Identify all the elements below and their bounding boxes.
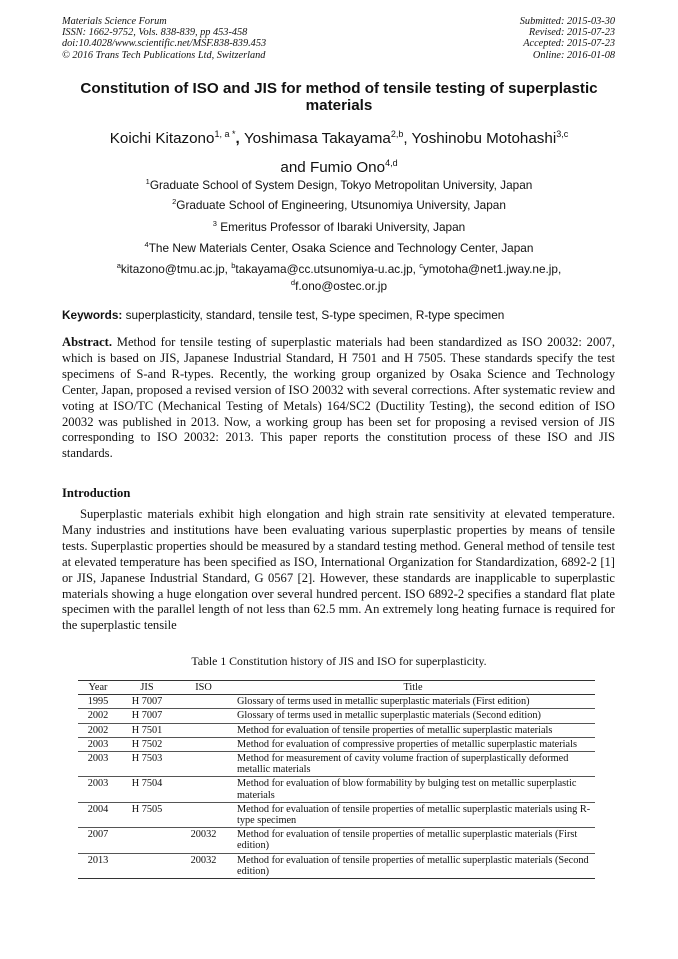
journal-doi: doi:10.4028/www.scientific.net/MSF.838-839.453 bbox=[62, 38, 267, 50]
date-revised: Revised: 2015-07-23 bbox=[528, 27, 615, 39]
table-row bbox=[78, 723, 595, 737]
cell-iso bbox=[176, 723, 231, 737]
cell-iso: 20032 bbox=[176, 828, 231, 853]
author-affiliation-mark: 1, a * bbox=[214, 129, 236, 139]
cell-year: 2013 bbox=[78, 853, 118, 878]
author-affiliation-mark: 4,d bbox=[385, 158, 398, 169]
cell-jis: H 7502 bbox=[118, 737, 176, 751]
cell-year: 2002 bbox=[78, 709, 118, 723]
affiliation-text: Graduate School of Engineering, Utsunomiya University, Japan bbox=[176, 197, 506, 212]
email-address[interactable]: kitazono@tmu.ac.jp, bbox=[120, 261, 232, 276]
date-online: Online: 2016-01-08 bbox=[532, 49, 615, 61]
keywords-label: Keywords: bbox=[62, 308, 123, 322]
affiliation-1 bbox=[60, 175, 618, 192]
cell-year: 1995 bbox=[78, 695, 118, 709]
author-affiliation-mark: 3,c bbox=[556, 129, 569, 139]
section-heading-introduction: Introduction bbox=[62, 486, 131, 500]
author-list bbox=[60, 122, 618, 180]
journal-header bbox=[62, 16, 266, 61]
affiliation-2 bbox=[60, 195, 618, 212]
table-row bbox=[78, 695, 595, 709]
cell-jis: H 7501 bbox=[118, 723, 176, 737]
column-header-jis: JIS bbox=[118, 681, 176, 695]
abstract-label: Abstract. bbox=[62, 335, 113, 349]
keywords bbox=[62, 308, 622, 322]
affiliation-text: Emeritus Professor of Ibaraki University, Japan bbox=[216, 219, 466, 234]
author-conjunction: and bbox=[280, 159, 310, 177]
author-affiliation-mark: 2,b bbox=[390, 129, 404, 139]
affiliation-mark: 2 bbox=[172, 197, 177, 206]
affiliation-mark: 1 bbox=[145, 177, 150, 186]
table-row bbox=[78, 709, 595, 723]
cell-iso: 20032 bbox=[176, 853, 231, 878]
email-address[interactable]: f.ono@ostec.or.jp bbox=[295, 278, 388, 293]
cell-title: Method for evaluation of blow formability by bulging test on metallic superplastic materials bbox=[231, 777, 595, 802]
cell-jis bbox=[118, 853, 176, 878]
cell-title: Method for evaluation of tensile properties of metallic superplastic materials (Second edition) bbox=[231, 853, 595, 878]
cell-year: 2007 bbox=[78, 828, 118, 853]
author-name: Yoshinobu Motohashi bbox=[411, 130, 557, 148]
cell-iso bbox=[176, 752, 231, 777]
table-row bbox=[78, 828, 595, 853]
cell-jis: H 7007 bbox=[118, 709, 176, 723]
affiliation-4 bbox=[60, 238, 618, 255]
constitution-history-table bbox=[78, 680, 595, 879]
table-row bbox=[78, 853, 595, 878]
table-caption: Table 1 Constitution history of JIS and ISO for superplasticity. bbox=[191, 654, 487, 668]
column-header-iso: ISO bbox=[176, 681, 231, 695]
affiliation-mark: 3 bbox=[212, 219, 217, 228]
cell-jis bbox=[118, 828, 176, 853]
email-list bbox=[60, 259, 618, 293]
dates-header bbox=[520, 16, 615, 61]
author-name: Yoshimasa Takayama bbox=[243, 130, 391, 148]
cell-title: Method for evaluation of compressive properties of metallic superplastic materials bbox=[231, 737, 595, 751]
email-mark: a bbox=[116, 261, 121, 270]
table-header-row bbox=[78, 681, 595, 695]
cell-year: 2003 bbox=[78, 752, 118, 777]
affiliation-text: Graduate School of System Design, Tokyo Metropolitan University, Japan bbox=[149, 177, 533, 192]
cell-title: Method for evaluation of tensile properties of metallic superplastic materials using R-type specimen bbox=[231, 802, 595, 827]
cell-title: Glossary of terms used in metallic superplastic materials (Second edition) bbox=[231, 709, 595, 723]
date-submitted: Submitted: 2015-03-30 bbox=[519, 16, 615, 27]
author-separator: , bbox=[235, 130, 244, 148]
cell-year: 2003 bbox=[78, 777, 118, 802]
journal-issn: ISSN: 1662-9752, Vols. 838-839, pp 453-458 bbox=[62, 27, 248, 39]
table-row bbox=[78, 737, 595, 751]
keywords-text: superplasticity, standard, tensile test, S-type specimen, R-type specimen bbox=[122, 308, 505, 322]
journal-name: Materials Science Forum bbox=[62, 16, 167, 27]
cell-year: 2003 bbox=[78, 737, 118, 751]
table-row bbox=[78, 802, 595, 827]
cell-title: Method for measurement of cavity volume fraction of superplastically deformed metallic materials bbox=[231, 752, 595, 777]
date-accepted: Accepted: 2015-07-23 bbox=[523, 38, 615, 50]
cell-jis: H 7503 bbox=[118, 752, 176, 777]
paper-title: Constitution of ISO and JIS for method of tensile testing of superplastic materials bbox=[80, 80, 598, 114]
cell-title: Method for evaluation of tensile properties of metallic superplastic materials bbox=[231, 723, 595, 737]
email-address[interactable]: ymotoha@net1.jway.ne.jp, bbox=[422, 261, 562, 276]
cell-iso bbox=[176, 802, 231, 827]
cell-iso bbox=[176, 709, 231, 723]
email-mark: b bbox=[231, 261, 236, 270]
affiliation-3 bbox=[60, 217, 618, 234]
journal-copyright: © 2016 Trans Tech Publications Ltd, Switzerland bbox=[62, 49, 266, 61]
cell-title: Glossary of terms used in metallic superplastic materials (First edition) bbox=[231, 695, 595, 709]
cell-iso bbox=[176, 737, 231, 751]
cell-jis: H 7504 bbox=[118, 777, 176, 802]
abstract-text: Method for tensile testing of superplastic materials had been standardized as ISO 20032: 2007, which is based on JIS, Japanese Industrial Standard, H 7501 and H 7505. These standards specify the test specimens of S-and R-types. Recently, the working group organized by Osaka Science and Technology Center, Japan, proposed a revised version of ISO 20032 with several corrections. After systematic review and voting at ISO/TC (Mechanical Testing of Metals) 164/SC2 (Ductility Testing), the second edition of ISO 20032 was published in 2013. Now, a working group has been set for proposing a revised version of JIS corresponding to ISO 20032: 2013. This paper reports the constitution process of these ISO and JIS standards. bbox=[62, 335, 615, 461]
affiliation-mark: 4 bbox=[144, 240, 149, 249]
email-mark: d bbox=[290, 277, 296, 287]
abstract bbox=[62, 335, 615, 462]
column-header-year: Year bbox=[78, 681, 118, 695]
cell-year: 2002 bbox=[78, 723, 118, 737]
table-row bbox=[78, 777, 595, 802]
cell-year: 2004 bbox=[78, 802, 118, 827]
cell-iso bbox=[176, 695, 231, 709]
email-address[interactable]: takayama@cc.utsunomiya-u.ac.jp, bbox=[235, 261, 420, 276]
author-separator: , bbox=[403, 130, 412, 148]
author-name: Fumio Ono bbox=[309, 159, 386, 177]
introduction-paragraph: Superplastic materials exhibit high elongation and high strain rate sensitivity at elevated temperature. Many industries and institutions have been evaluating various superplastic properties by means of tensile tests. Superplastic properties should be measured by a standard testing method. General method of tensile test at elevated temperature has been specified as ISO, International Organization for Standardization, 6892-2 [1] or JIS, Japanese Industrial Standard, G 0567 [2]. However, these standards are inapplicable to superplastic materials showing a huge elongation over several hundred percent. ISO 6892-2 specifies a standard flat plate specimen with the parallel length of not less than 62.5 mm. An extremely long heating furnace is required for the superplastic tensile bbox=[62, 507, 615, 633]
affiliation-text: The New Materials Center, Osaka Science and Technology Center, Japan bbox=[148, 240, 534, 255]
column-header-title: Title bbox=[231, 681, 595, 695]
cell-jis: H 7505 bbox=[118, 802, 176, 827]
table-row bbox=[78, 752, 595, 777]
cell-title: Method for evaluation of tensile properties of metallic superplastic materials (First edition) bbox=[231, 828, 595, 853]
cell-iso bbox=[176, 777, 231, 802]
email-mark: c bbox=[419, 261, 423, 270]
cell-jis: H 7007 bbox=[118, 695, 176, 709]
author-name: Koichi Kitazono bbox=[109, 130, 215, 148]
